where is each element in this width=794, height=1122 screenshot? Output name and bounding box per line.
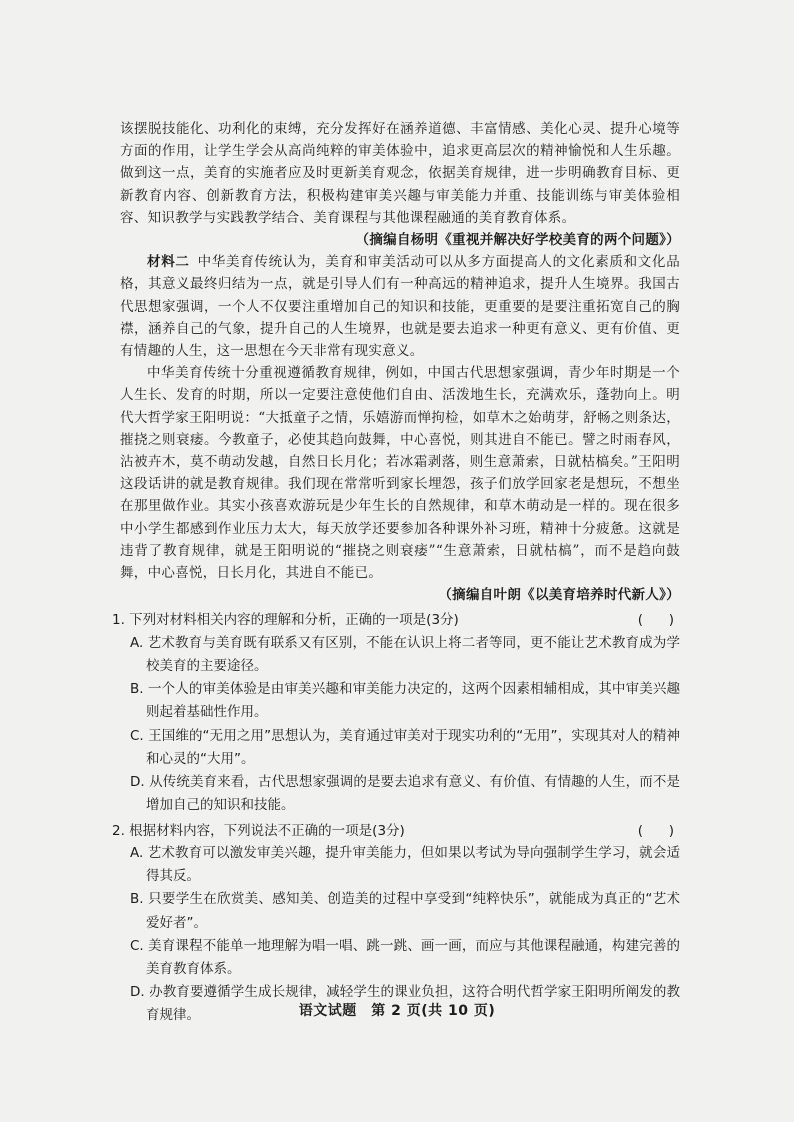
passage-paragraph-2-text: 中华美育传统认为，美育和审美活动可以从多方面提高人的文化素质和文化品格，其意义最终归结为一点，就是引导人们有一种高远的精神追求，提升人生境界。我国古代思想家强调，一个人不仅要注重增加自己的知识和技能，更重要的是要注重拓宽自己的胸襟，涵养自己的气象，提升自己的人生境界，也就是要去追求一种更有意义、更有价值、更有情趣的人生，这一思想在今天非常有现实意义。	[120, 254, 680, 360]
option-b: B. 一个人的审美体验是由审美兴趣和审美能力决定的，这两个因素相辅相成，其中审美兴趣则起着基础性作用。	[130, 681, 680, 721]
page-footer: 语文试题 第 2 页(共 10 页)	[298, 1003, 496, 1019]
source-citation-2: （摘编自叶朗《以美育培养时代新人》）	[438, 587, 680, 604]
question-stem	[112, 820, 680, 842]
option-b: B. 只要学生在欣赏美、感知美、创造美的过程中享受到“纯粹快乐”，就能成为真正的“艺术爱好者”。	[130, 891, 680, 931]
option-d: D. 办教育要遵循学生成长规律，减轻学生的课业负担，这符合明代哲学家王阳明所阐发的教育规律。	[130, 984, 680, 1024]
option-a: A. 艺术教育可以激发审美兴趣，提升审美能力，但如果以考试为导向强制学生学习，就会适得其反。	[130, 844, 680, 885]
passage-paragraph-1: 该摆脱技能化、功利化的束缚，充分发挥好在涵养道德、丰富情感、美化心灵、提升心境等方面的作用，让学生学会从高尚纯粹的审美体验中，追求更高层次的精神愉悦和人生乐趣。做到这一点，美育的实施者应及时更新美育观念，依据美育规律，进一步明确教育目标、更新教育内容、创新教育方法，积极构建审美兴趣与审美能力并重、技能训练与审美体验相容、知识教学与实践教学结合、美育课程与其他课程融通的美育教育体系。	[120, 121, 680, 226]
option-c: C. 美育课程不能单一地理解为唱一唱、跳一跳、画一画，而应与其他课程融通，构建完善的美育教育体系。	[130, 937, 680, 977]
option-d: D. 从传统美育来看，古代思想家强调的是要去追求有意义、有价值、有情趣的人生，而不是增加自己的知识和技能。	[130, 774, 680, 814]
source-citation-1: （摘编自杨明《重视并解决好学校美育的两个问题》）	[355, 232, 680, 249]
material-label: 材料二	[147, 254, 190, 271]
question-1	[112, 609, 680, 817]
page-content	[112, 118, 680, 1028]
question-2	[112, 820, 680, 1028]
question-stem	[112, 609, 680, 631]
passage-paragraph-2	[120, 251, 680, 362]
question-text: 2. 根据材料内容，下列说法不正确的一项是(3分)	[112, 822, 405, 839]
option-c: C. 王国维的“无用之用”思想认为，美育通过审美对于现实功利的“无用”，实现其对人的精神和心灵的“大用”。	[130, 727, 680, 767]
question-text: 1. 下列对材料相关内容的理解和分析，正确的一项是(3分)	[112, 612, 459, 629]
answer-bracket: ( )	[637, 612, 674, 629]
passage-paragraph-3: 中华美育传统十分重视遵循教育规律，例如，中国古代思想家强调，青少年时期是一个人生长、发育的时期，所以一定要注意使他们自由、活泼地生长，充满欢乐，蓬勃向上。明代大哲学家王阳明说：“大抵童子之情，乐嬉游而惮拘检，如草木之始萌芽，舒畅之则条达，摧挠之则衰痿。今教童子，必使其趋向鼓舞，中心喜悦，则其进自不能已。譬之时雨春风，沾被卉木，莫不萌动发越，自然日长月化；若冰霜剥落，则生意萧索，日就枯槁矣。”王阳明这段话讲的就是教育规律。我们现在常常听到家长埋怨，孩子们放学回家老是想玩，不想坐在那里做作业。其实小孩喜欢游玩是少年生长的自然规律，和草木萌动是一样的。现在很多中小学生都感到作业压力太大，每天放学还要参加各种课外补习班，精神十分疲惫。这就是违背了教育规律，就是王阳明说的“摧挠之则衰痿”“生意萧索，日就枯槁”，而不是趋向鼓舞，中心喜悦，日长月化，其进自不能已。	[120, 365, 680, 582]
answer-bracket: ( )	[637, 822, 674, 839]
option-a: A. 艺术教育与美育既有联系又有区别，不能在认识上将二者等同，更不能让艺术教育成为学校美育的主要途径。	[130, 634, 680, 675]
